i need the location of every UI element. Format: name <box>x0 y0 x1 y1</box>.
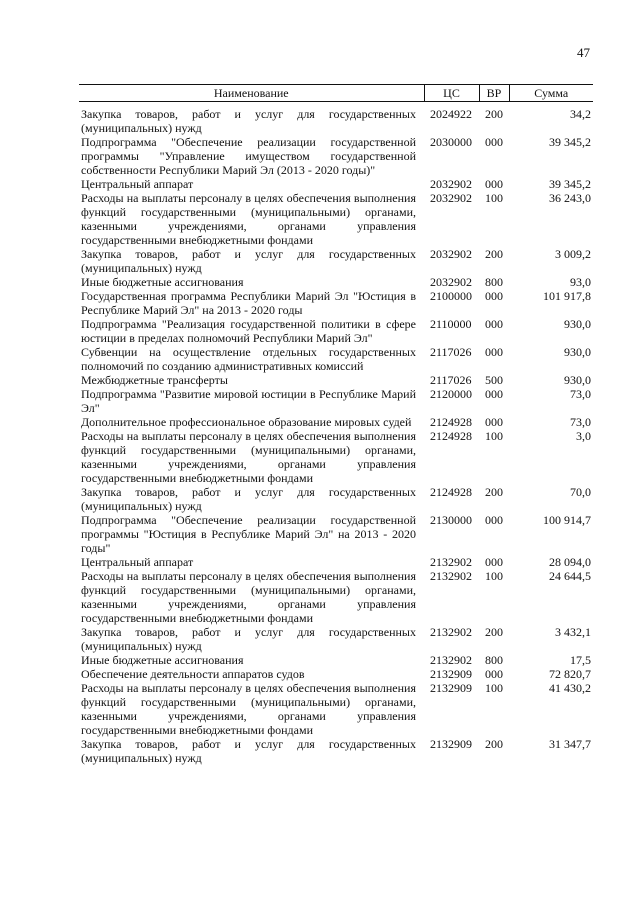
row-vr: 800 <box>485 653 503 667</box>
table-row <box>79 681 593 737</box>
row-name: Иные бюджетные ассигнования <box>81 275 244 289</box>
header-sum: Сумма <box>509 85 593 102</box>
row-cs: 2132909 <box>430 667 472 681</box>
row-sum: 73,0 <box>570 387 591 401</box>
row-sum: 36 243,0 <box>549 191 591 205</box>
row-cs: 2124928 <box>430 485 472 499</box>
table-row <box>79 667 593 681</box>
row-sum: 17,5 <box>570 653 591 667</box>
table-row <box>79 275 593 289</box>
row-name: Дополнительное профессиональное образование мировых судей <box>81 415 412 429</box>
table-row <box>79 415 593 429</box>
row-cs: 2124928 <box>430 429 472 443</box>
row-vr: 500 <box>485 373 503 387</box>
row-cs: 2032902 <box>430 275 472 289</box>
row-name: Закупка товаров, работ и услуг для государственных (муниципальных) нужд <box>81 625 416 653</box>
row-cs: 2132909 <box>430 737 472 751</box>
row-cs: 2110000 <box>430 317 472 331</box>
budget-table <box>79 84 593 765</box>
row-name: Закупка товаров, работ и услуг для государственных (муниципальных) нужд <box>81 107 416 135</box>
table-row <box>79 513 593 555</box>
table-row <box>79 135 593 177</box>
row-vr: 800 <box>485 275 503 289</box>
row-cs: 2117026 <box>430 373 472 387</box>
row-sum: 39 345,2 <box>549 135 591 149</box>
table-row <box>79 429 593 485</box>
row-vr: 000 <box>485 135 503 149</box>
row-name: Государственная программа Республики Марий Эл "Юстиция в Республике Марий Эл" на 2013 - 2020 годы <box>81 289 416 317</box>
row-vr: 100 <box>485 429 503 443</box>
row-cs: 2132902 <box>430 569 472 583</box>
row-vr: 000 <box>485 555 503 569</box>
row-vr: 000 <box>485 177 503 191</box>
row-cs: 2117026 <box>430 345 472 359</box>
row-sum: 101 917,8 <box>543 289 591 303</box>
table-header <box>79 85 593 102</box>
row-vr: 200 <box>485 625 503 639</box>
row-sum: 28 094,0 <box>549 555 591 569</box>
page-number: 47 <box>577 45 590 60</box>
table-row <box>79 485 593 513</box>
table-row <box>79 569 593 625</box>
row-sum: 24 644,5 <box>549 569 591 583</box>
header-cs: ЦС <box>424 85 479 102</box>
table-body <box>79 102 593 766</box>
row-sum: 100 914,7 <box>543 513 591 527</box>
table-row <box>79 625 593 653</box>
row-name: Закупка товаров, работ и услуг для государственных (муниципальных) нужд <box>81 485 416 513</box>
row-cs: 2132902 <box>430 555 472 569</box>
row-vr: 200 <box>485 485 503 499</box>
row-name: Подпрограмма "Реализация государственной политики в сфере юстиции в пределах полномочий Республики Марий Эл" <box>81 317 416 345</box>
row-name: Подпрограмма "Развитие мировой юстиции в Республике Марий Эл" <box>81 387 416 415</box>
row-cs: 2032902 <box>430 247 472 261</box>
row-name: Закупка товаров, работ и услуг для государственных (муниципальных) нужд <box>81 737 416 765</box>
row-sum: 3 432,1 <box>555 625 591 639</box>
row-name: Расходы на выплаты персоналу в целях обеспечения выполнения функций государственными (муниципальными) органами, казенными учреждениями, органами управления государственными внебюджетными фондами <box>81 429 416 485</box>
table-row <box>79 387 593 415</box>
row-name: Подпрограмма "Обеспечение реализации государственной программы "Юстиция в Республике Марий Эл" на 2013 - 2020 годы" <box>81 513 416 555</box>
row-name: Центральный аппарат <box>81 555 194 569</box>
row-vr: 000 <box>485 289 503 303</box>
row-cs: 2132902 <box>430 625 472 639</box>
row-sum: 34,2 <box>570 107 591 121</box>
row-vr: 100 <box>485 191 503 205</box>
row-name: Расходы на выплаты персоналу в целях обеспечения выполнения функций государственными (муниципальными) органами, казенными учреждениями, органами управления государственными внебюджетными фондами <box>81 569 416 625</box>
row-name: Расходы на выплаты персоналу в целях обеспечения выполнения функций государственными (муниципальными) органами, казенными учреждениями, органами управления государственными внебюджетными фондами <box>81 191 416 247</box>
row-sum: 31 347,7 <box>549 737 591 751</box>
row-vr: 200 <box>485 107 503 121</box>
row-vr: 000 <box>485 415 503 429</box>
row-vr: 200 <box>485 247 503 261</box>
table-row <box>79 107 593 135</box>
row-sum: 72 820,7 <box>549 667 591 681</box>
header-vr: ВР <box>479 85 509 102</box>
row-vr: 000 <box>485 667 503 681</box>
table-row <box>79 191 593 247</box>
row-cs: 2032902 <box>430 177 472 191</box>
row-cs: 2130000 <box>430 513 472 527</box>
row-sum: 3 009,2 <box>555 247 591 261</box>
row-name: Межбюджетные трансферты <box>81 373 228 387</box>
row-sum: 41 430,2 <box>549 681 591 695</box>
budget-table-container <box>79 84 593 765</box>
row-vr: 000 <box>485 387 503 401</box>
row-vr: 000 <box>485 513 503 527</box>
row-cs: 2120000 <box>430 387 472 401</box>
row-cs: 2030000 <box>430 135 472 149</box>
row-sum: 70,0 <box>570 485 591 499</box>
row-vr: 100 <box>485 681 503 695</box>
table-row <box>79 289 593 317</box>
table-row <box>79 373 593 387</box>
table-row <box>79 177 593 191</box>
header-name: Наименование <box>79 85 424 102</box>
row-sum: 93,0 <box>570 275 591 289</box>
row-name: Обеспечение деятельности аппаратов судов <box>81 667 305 681</box>
table-row <box>79 737 593 765</box>
row-sum: 930,0 <box>564 373 591 387</box>
row-cs: 2132902 <box>430 653 472 667</box>
row-name: Иные бюджетные ассигнования <box>81 653 244 667</box>
table-row <box>79 345 593 373</box>
row-vr: 200 <box>485 737 503 751</box>
row-sum: 39 345,2 <box>549 177 591 191</box>
row-vr: 000 <box>485 317 503 331</box>
row-cs: 2100000 <box>430 289 472 303</box>
row-cs: 2124928 <box>430 415 472 429</box>
row-sum: 930,0 <box>564 345 591 359</box>
row-sum: 73,0 <box>570 415 591 429</box>
row-cs: 2032902 <box>430 191 472 205</box>
table-row <box>79 247 593 275</box>
row-vr: 100 <box>485 569 503 583</box>
row-name: Подпрограмма "Обеспечение реализации государственной программы "Управление имуществом государственной собственности Республики Марий Эл (2013 - 2020 годы)" <box>81 135 416 177</box>
row-name: Закупка товаров, работ и услуг для государственных (муниципальных) нужд <box>81 247 416 275</box>
table-row <box>79 653 593 667</box>
table-row <box>79 555 593 569</box>
row-cs: 2132909 <box>430 681 472 695</box>
row-cs: 2024922 <box>430 107 472 121</box>
row-sum: 3,0 <box>576 429 591 443</box>
row-sum: 930,0 <box>564 317 591 331</box>
row-name: Центральный аппарат <box>81 177 194 191</box>
row-vr: 000 <box>485 345 503 359</box>
row-name: Расходы на выплаты персоналу в целях обеспечения выполнения функций государственными (муниципальными) органами, казенными учреждениями, органами управления государственными внебюджетными фондами <box>81 681 416 737</box>
table-row <box>79 317 593 345</box>
row-name: Субвенции на осуществление отдельных государственных полномочий по созданию административных комиссий <box>81 345 416 373</box>
